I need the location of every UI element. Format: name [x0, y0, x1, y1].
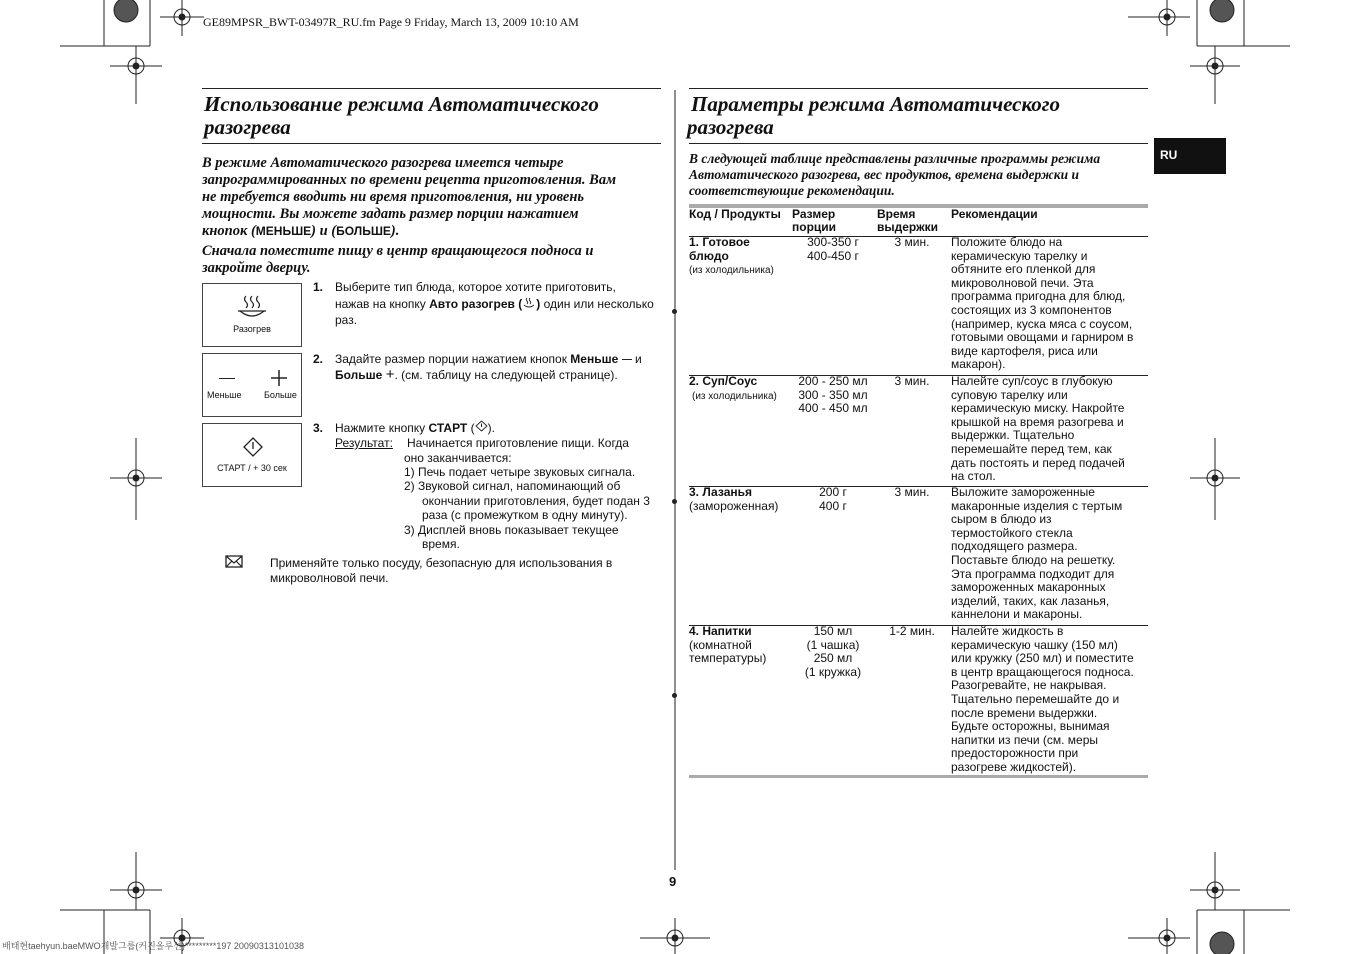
fold-dot [672, 499, 677, 504]
result-item-3: 3) Дисплей вновь показывает текущее [404, 523, 619, 537]
left-place-food: Сначала поместите пищу в центр вращающегося подноса и закройте дверцу. [202, 243, 594, 276]
header-time: Время выдержки [877, 207, 938, 234]
table-row [689, 625, 1148, 775]
reheat-icon [237, 294, 267, 320]
minus-inline-icon [622, 359, 632, 360]
row-recommendation: Налейте суп/соус в глубокую суповую тарелку или керамическую миску. Накройте крышкой на время разогрева и выдержки. Тщательно перемешайте перед тем, как дать постоять и перед подачей на стол. [951, 374, 1125, 484]
step-2-number: 2. [313, 352, 324, 366]
table-row [689, 375, 1148, 485]
left-page-title: Использование режима Автоматического разогрева [204, 92, 599, 139]
row-size: 200 - 250 мл 300 - 350 мл 400 - 450 мл [798, 374, 868, 416]
result-item-2-cont2: раза (с промежутком в одну минуту). [422, 508, 628, 522]
language-tab: RU [1154, 138, 1226, 174]
row-time: 3 мин. [894, 374, 930, 388]
start-button-illustration [202, 423, 302, 487]
row-size: 300-350 г 400-450 г [807, 235, 859, 263]
left-title-underline [202, 143, 661, 144]
row-time: 3 мин. [894, 485, 930, 499]
left-intro: В режиме Автоматического разогрева имеется четыре запрограммированных по времени рецепта приготовления. Вам не требуется вводить ни время приготовления, ни уровень мощности. Вы можете задать размер порции нажатием кнопок (МЕНЬШЕ) и (БОЛЬШЕ). [202, 155, 617, 239]
step-3-text: Нажмите кнопку СТАРТ ( ). [335, 421, 495, 435]
step-3-number: 3. [313, 421, 324, 435]
row-code: 1. Готовое блюдо (из холодильника) [689, 235, 774, 277]
row-recommendation: Положите блюдо на керамическую тарелку и обтяните его пленкой для микроволновой печи. Эта программа пригодна для блюд, состоящих из 3 компонентов (например, куска мяса с соусом, готовыми овощами и гарниром в виде картофеля, риса или макарон). [951, 235, 1134, 372]
reheat-inline-icon [522, 297, 536, 308]
result-item-2-cont: окончании приготовления, будет подан 3 [422, 494, 650, 508]
more-label: Больше [264, 390, 297, 400]
fold-dot [672, 693, 677, 698]
reheat-button-illustration [202, 283, 302, 347]
result-text-cont: оно заканчивается: [404, 451, 512, 465]
less-label: Меньше [207, 390, 242, 400]
page-number: 9 [669, 874, 677, 889]
row-time: 3 мин. [894, 235, 930, 249]
table-row [689, 236, 1148, 374]
row-time: 1-2 мин. [889, 624, 935, 638]
header-code: Код / Продукты [689, 207, 781, 221]
step-2-text: Задайте размер порции нажатием кнопок Меньше и Больше +. (см. таблицу на следующей странице). [335, 352, 642, 383]
portion-buttons-illustration [202, 353, 302, 417]
minus-icon [219, 378, 235, 379]
step-1-text: Выберите тип блюда, которое хотите приготовить, нажав на кнопку Авто разогрев ( ) один или несколько раз. [335, 280, 654, 327]
note-icon [225, 555, 243, 568]
result-item-1: 1) Печь подает четыре звуковых сигнала. [404, 465, 636, 479]
print-footer: 배태현taehyun.baeMWO개발그룹(커진올루션)*********197 20090313101038 [2, 941, 304, 951]
reheat-label: Разогрев [233, 324, 271, 334]
print-header: GE89MPSR_BWT-03497R_RU.fm Page 9 Friday, March 13, 2009 10:10 AM [203, 15, 579, 29]
right-intro: В следующей таблице представлены различные программы режима Автоматического разогрева, вес продуктов, времена выдержки и соответствующие рекомендации. [689, 151, 1101, 198]
result-item-3-cont: время. [422, 537, 460, 551]
table-bottom-bar [689, 775, 1148, 778]
table-header [689, 208, 1148, 236]
right-title-underline [689, 143, 1148, 144]
row-size: 200 г 400 г [819, 485, 847, 513]
row-code: 4. Напитки (комнатной температуры) [689, 624, 767, 666]
right-page-title: Параметры режима Автоматического разогрева [687, 92, 1061, 139]
left-title-rule [202, 88, 661, 89]
result-item-2: 2) Звуковой сигнал, напоминающий об [404, 479, 621, 493]
result-label: Результат: [335, 436, 393, 450]
row-size: 150 мл (1 чашка) 250 мл (1 кружка) [804, 624, 862, 679]
step-1-number: 1. [313, 280, 324, 294]
note-text: Применяйте только посуду, безопасную для использования в микроволновой печи. [270, 556, 613, 585]
table-row [689, 486, 1148, 624]
start-inline-icon [475, 420, 488, 432]
start-icon [243, 437, 263, 457]
plus-icon [271, 370, 287, 386]
fold-dot [672, 309, 677, 314]
header-size: Размер порции [792, 207, 837, 234]
plus-inline-icon: + [385, 366, 395, 383]
result-text: Начинается приготовление пищи. Когда [407, 436, 629, 450]
right-title-rule [689, 88, 1148, 89]
start-label: СТАРТ / + 30 сек [217, 463, 287, 473]
header-recommendations: Рекомендации [951, 207, 1038, 221]
row-code: 2. Суп/Соус (из холодильника) [689, 374, 777, 402]
row-recommendation: Налейте жидкость в керамическую чашку (150 мл) или кружку (250 мл) и поместите в центр вращающегося подноса. Разогревайте, не накрывая. Тщательно перемешайте до и после времени выдержки. Будьте осторожны, вынимая напитки из печи (см. меры предосторожности при разогреве жидкостей). [951, 624, 1134, 774]
row-code: 3. Лазанья (замороженная) [689, 485, 779, 513]
row-recommendation: Выложите замороженные макаронные изделия с тертым сыром в блюдо из термостойкого стекла подходящего размера. Поставьте блюдо на решетку. Эта программа подходит для замороженных макаронных изделий, таких, как лазанья, каннелони и макароны. [951, 485, 1123, 622]
